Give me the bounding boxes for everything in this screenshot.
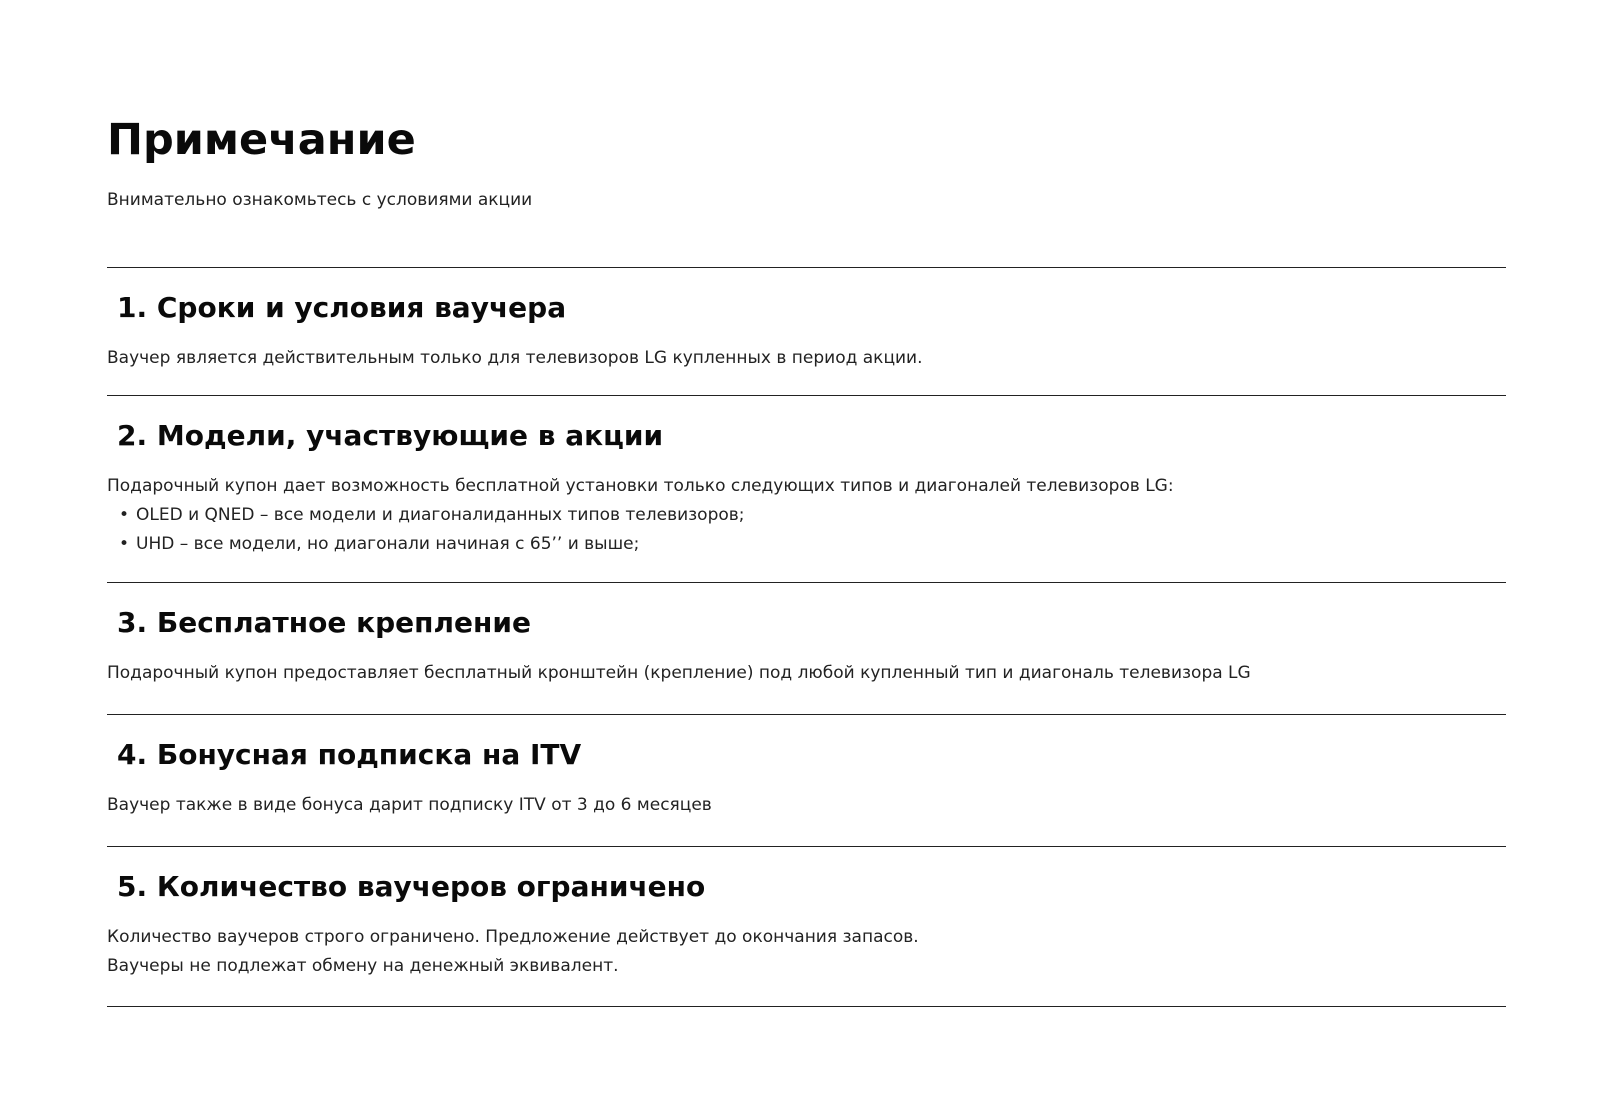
section-text: Ваучеры не подлежат обмену на денежный эквивалент. bbox=[107, 956, 619, 976]
section-text: Подарочный купон предоставляет бесплатный кронштейн (крепление) под любой купленный тип и диагональ телевизора LG bbox=[107, 663, 1251, 683]
list-item-text: UHD – все модели, но диагонали начиная с 65’’ и выше; bbox=[136, 534, 640, 554]
models-list bbox=[107, 501, 1506, 559]
bullet-icon: • bbox=[119, 505, 130, 525]
section-body bbox=[107, 472, 1506, 559]
list-item-text: OLED и QNED – все модели и диагоналиданных типов телевизоров; bbox=[136, 505, 745, 525]
terms-sections bbox=[107, 267, 1506, 1007]
notice-header bbox=[107, 108, 1507, 214]
section-voucher-terms bbox=[107, 267, 1506, 395]
section-title: 1. Сроки и условия ваучера bbox=[117, 291, 567, 324]
list-item bbox=[107, 530, 1506, 559]
section-limited-vouchers bbox=[107, 846, 1506, 1007]
section-participating-models bbox=[107, 395, 1506, 582]
page-title: Примечание bbox=[107, 115, 416, 165]
section-text: Ваучер также в виде бонуса дарит подписку ITV от 3 до 6 месяцев bbox=[107, 795, 712, 815]
section-body bbox=[107, 659, 1506, 688]
section-body bbox=[107, 344, 1506, 373]
section-text: Подарочный купон дает возможность бесплатной установки только следующих типов и диагоналей телевизоров LG: bbox=[107, 476, 1174, 496]
section-title: 4. Бонусная подписка на ITV bbox=[117, 738, 582, 771]
section-title: 5. Количество ваучеров ограничено bbox=[117, 870, 706, 903]
bullet-icon: • bbox=[119, 534, 130, 554]
section-itv-subscription bbox=[107, 714, 1506, 846]
section-free-mount bbox=[107, 582, 1506, 714]
section-title: 2. Модели, участвующие в акции bbox=[117, 419, 664, 452]
section-body bbox=[107, 791, 1506, 820]
section-body bbox=[107, 923, 1506, 981]
section-text: Количество ваучеров строго ограничено. Предложение действует до окончания запасов. bbox=[107, 927, 919, 947]
list-item bbox=[107, 501, 1506, 530]
page-subtitle: Внимательно ознакомьтесь с условиями акции bbox=[107, 190, 533, 210]
section-title: 3. Бесплатное крепление bbox=[117, 606, 531, 639]
section-text: Ваучер является действительным только для телевизоров LG купленных в период акции. bbox=[107, 348, 923, 368]
